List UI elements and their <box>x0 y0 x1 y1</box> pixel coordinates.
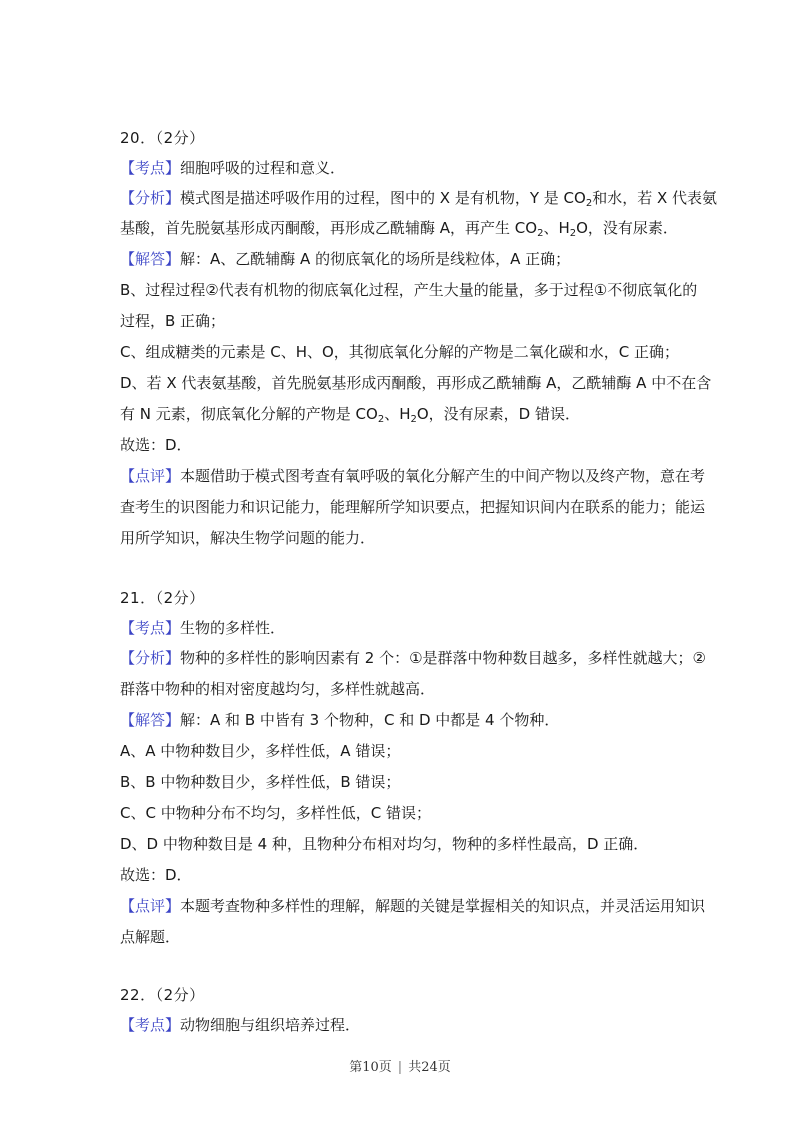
subscript: 2 <box>585 198 593 209</box>
q20-kaodian <box>120 157 680 179</box>
q21-fenxi-line2: 群落中物种的相对密度越均匀，多样性就越高． <box>120 680 436 698</box>
subscript: 2 <box>410 414 417 425</box>
kaodian-tag: 【考点】 <box>120 1016 181 1034</box>
q20-dianping-line3: 用所学知识，解决生物学问题的能力． <box>120 529 376 547</box>
text: 模式图是描述呼吸作用的过程，图中的 X 是有机物，Y 是 CO <box>180 189 586 207</box>
q20-option-c: C、组成糖类的元素是 C、H、O，其彻底氧化分解的产物是二氧化碳和水，C 正确； <box>120 343 680 361</box>
page-number: 第10页 <box>349 1060 392 1075</box>
fenxi-tag: 【分析】 <box>120 649 181 667</box>
dianping-tag: 【点评】 <box>120 897 181 915</box>
q21-option-c: C、C 中物种分布不均匀，多样性低，C 错误； <box>120 804 431 822</box>
fenxi-tag: 【分析】 <box>120 189 181 207</box>
page-total: 共24页 <box>408 1060 451 1075</box>
q21-jieda <box>120 709 680 731</box>
q20-number: 20．（2分） <box>120 129 205 147</box>
q21-number: 21．（2分） <box>120 589 205 607</box>
kaodian-tag: 【考点】 <box>120 619 181 637</box>
q20-option-b-line1: B、过程过程②代表有机物的彻底氧化过程，产生大量的能量，多于过程①不彻底氧化的 <box>120 281 698 299</box>
jieda-tag: 【解答】 <box>120 711 181 729</box>
q22-kaodian <box>120 1014 680 1036</box>
q21-kaodian <box>120 617 680 639</box>
q20-option-d-line1: D、若 X 代表氨基酸，首先脱氨基形成丙酮酸，再形成乙酰辅酶 A，乙酰辅酶 A 中不在含 <box>120 374 712 392</box>
q20-option-d-line2 <box>120 403 680 425</box>
text: 本题考查物种多样性的理解，解题的关键是掌握相关的知识点，并灵活运用知识 <box>180 897 706 915</box>
q20-fenxi-line1 <box>120 187 718 209</box>
dianping-tag: 【点评】 <box>120 467 181 485</box>
kaodian-tag: 【考点】 <box>120 159 181 177</box>
q21-answer: 故选：D． <box>120 866 192 884</box>
text: 有 N 元素，彻底氧化分解的产物是 CO <box>120 405 378 423</box>
q20-dianping-line1 <box>120 465 706 487</box>
q20-answer: 故选：D． <box>120 436 192 454</box>
footer-separator: | <box>397 1060 403 1075</box>
subscript: 2 <box>569 228 577 239</box>
q20-fenxi-line2 <box>120 217 680 239</box>
text: 、H <box>384 405 411 423</box>
text: 物种的多样性的影响因素有 2 个：①是群落中物种数目越多，多样性就越大；② <box>180 649 706 667</box>
q21-option-d: D、D 中物种数目是 4 种，且物种分布相对均匀，物种的多样性最高，D 正确． <box>120 835 649 853</box>
jieda-tag: 【解答】 <box>120 250 181 268</box>
text: 解：A 和 B 中皆有 3 个物种，C 和 D 中都是 4 个物种． <box>180 711 560 729</box>
text: 动物细胞与组织培养过程． <box>180 1016 361 1034</box>
q21-dianping-line1 <box>120 895 706 917</box>
text: 生物的多样性． <box>180 619 286 637</box>
text: 本题借助于模式图考查有氧呼吸的氧化分解产生的中间产物以及终产物，意在考 <box>180 467 706 485</box>
kaodian-text: 细胞呼吸的过程和意义． <box>180 159 346 177</box>
q22-number: 22．（2分） <box>120 986 205 1004</box>
q21-option-b: B、B 中物种数目少，多样性低，B 错误； <box>120 773 401 791</box>
text: 、H <box>543 219 570 237</box>
q20-option-b-line2: 过程，B 正确； <box>120 312 226 330</box>
text: O，没有尿素． <box>576 219 678 237</box>
text: 基酸，首先脱氨基形成丙酮酸，再形成乙酰辅酶 A，再产生 CO <box>120 219 538 237</box>
subscript: 2 <box>537 228 544 239</box>
subscript: 2 <box>377 414 385 425</box>
text: 和水，若 X 代表氨 <box>592 189 718 207</box>
q21-option-a: A、A 中物种数目少，多样性低，A 错误； <box>120 742 401 760</box>
text: O，没有尿素，D 错误． <box>416 405 580 423</box>
q21-dianping-line2: 点解题． <box>120 928 181 946</box>
text: 解：A、乙酰辅酶 A 的彻底氧化的场所是线粒体，A 正确； <box>180 250 571 268</box>
page-footer <box>0 1056 800 1075</box>
q21-fenxi-line1 <box>120 647 706 669</box>
q20-jieda <box>120 248 680 270</box>
q20-dianping-line2: 查考生的识图能力和识记能力，能理解所学知识要点，把握知识间内在联系的能力；能运 <box>120 498 706 516</box>
